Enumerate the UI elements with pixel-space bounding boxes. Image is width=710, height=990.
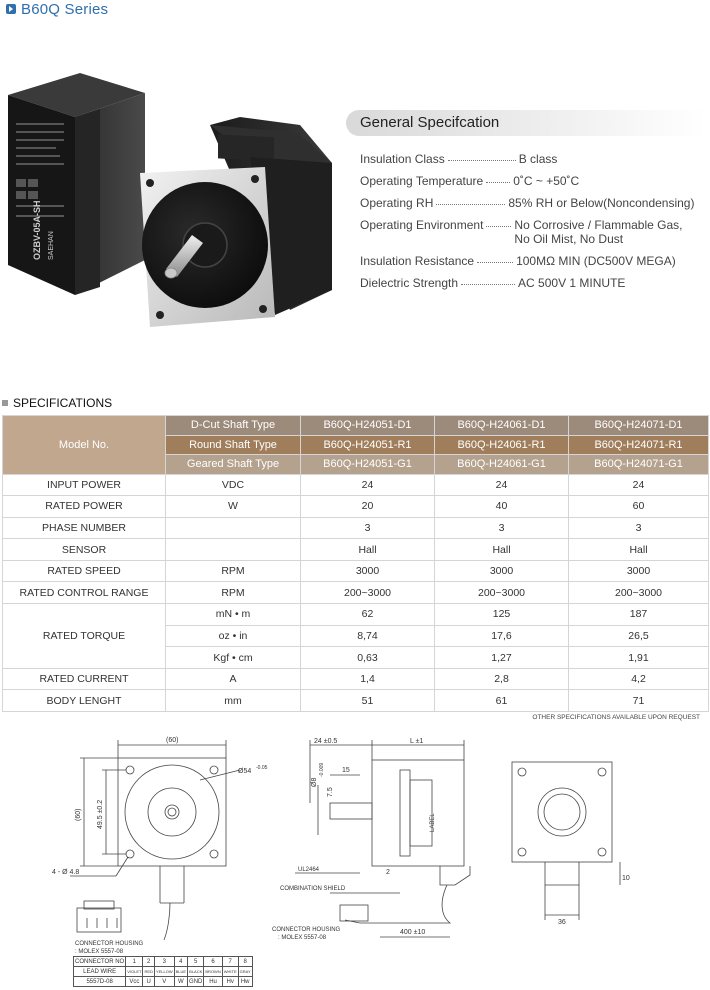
connector-housing-text: CONNECTOR HOUSING <box>272 927 341 933</box>
cell-value: Hall <box>435 539 569 561</box>
table-row <box>3 668 709 690</box>
dim-shaft-tolerance: -0.009 <box>319 762 325 777</box>
cell: Hw <box>238 977 252 987</box>
row-unit: mN • m <box>166 604 301 626</box>
row-unit: A <box>166 668 301 690</box>
table-row <box>3 690 709 712</box>
table-row <box>3 604 709 626</box>
cell: U <box>143 977 154 987</box>
pin-row <box>74 977 253 987</box>
specifications-header <box>2 396 112 410</box>
cell-value: 60 <box>569 496 709 518</box>
spec-value: B class <box>518 152 558 166</box>
model-code: B60Q-H24051-G1 <box>301 455 435 475</box>
cell: Hv <box>222 977 238 987</box>
cell-value: Hall <box>569 539 709 561</box>
dim-7-5: 7.5 <box>327 787 334 797</box>
model-code: B60Q-H24051-R1 <box>301 435 435 455</box>
model-code: B60Q-H24061-R1 <box>435 435 569 455</box>
cell: VIOLET <box>126 967 143 977</box>
motor-driver <box>8 73 145 295</box>
cell-value: Hall <box>301 539 435 561</box>
dim-shaft-length: 24 ±0.5 <box>314 738 338 745</box>
connector-housing-text: CONNECTOR HOUSING <box>75 941 144 947</box>
table-header-row <box>3 416 709 436</box>
row-unit: RPM <box>166 560 301 582</box>
row-label: RATED CURRENT <box>3 668 166 690</box>
dim-pilot-tolerance: -0.05 <box>256 765 268 771</box>
dim-pilot-diameter: Ø54 <box>238 768 252 775</box>
table-row <box>3 474 709 496</box>
general-spec-title-bar <box>346 110 706 136</box>
table-row <box>3 560 709 582</box>
spec-key: Insulation Resistance <box>360 254 475 268</box>
shield-text: COMBINATION SHIELD <box>280 886 346 892</box>
cell: 5557D-08 <box>74 977 126 987</box>
dimension-drawings <box>0 725 710 990</box>
spec-key: Dielectric Strength <box>360 276 459 290</box>
dim-hole-pitch: 49.5 ±0.2 <box>97 799 104 829</box>
table-row <box>3 517 709 539</box>
spec-key: Operating Environment <box>360 218 484 232</box>
general-spec-row <box>360 218 705 254</box>
cell: 5 <box>188 957 204 967</box>
general-spec-title: General Specifcation <box>360 114 500 131</box>
row-label: INPUT POWER <box>3 474 166 496</box>
cell-value: 2,8 <box>435 668 569 690</box>
table-row <box>3 496 709 518</box>
row-unit: W <box>166 496 301 518</box>
row-label: RATED TORQUE <box>3 604 166 669</box>
cell-value: 17,6 <box>435 625 569 647</box>
general-spec-row <box>360 254 705 276</box>
cell-value: 3 <box>569 517 709 539</box>
arrow-right-icon <box>6 4 16 14</box>
general-spec-row <box>360 276 705 298</box>
cell: BROWN <box>204 967 222 977</box>
cell: 2 <box>143 957 154 967</box>
row-label: BODY LENGHT <box>3 690 166 712</box>
row-unit: VDC <box>166 474 301 496</box>
cell-value: 3000 <box>569 560 709 582</box>
cell-value: 62 <box>301 604 435 626</box>
cell-value: 26,5 <box>569 625 709 647</box>
cell: LEAD WIRE <box>74 967 126 977</box>
cell: RED <box>143 967 154 977</box>
connector-drawing <box>77 901 121 932</box>
label-text: LABEL <box>430 813 436 832</box>
cell-value: 4,2 <box>569 668 709 690</box>
cell-value: 24 <box>301 474 435 496</box>
row-unit: mm <box>166 690 301 712</box>
cell: WHITE <box>222 967 238 977</box>
general-spec-row <box>360 174 705 196</box>
general-spec-row <box>360 196 705 218</box>
general-spec-list <box>360 152 705 298</box>
bldc-motor <box>140 117 332 327</box>
connector-housing-molex: : MOLEX 5557-08 <box>75 949 124 955</box>
cell: Vcc <box>126 977 143 987</box>
square-bullet-icon <box>2 400 8 406</box>
cell: 7 <box>222 957 238 967</box>
row-label: PHASE NUMBER <box>3 517 166 539</box>
dim-height: (60) <box>75 808 82 821</box>
row-unit <box>166 539 301 561</box>
row-unit: oz • in <box>166 625 301 647</box>
cell-value: 24 <box>569 474 709 496</box>
model-no-header: Model No. <box>3 416 166 475</box>
driver-model-label: OZBV-05A-SH <box>32 200 42 260</box>
spec-value: AC 500V 1 MINUTE <box>518 276 626 290</box>
model-code: B60Q-H24071-G1 <box>569 455 709 475</box>
dim-10: 10 <box>622 875 630 882</box>
table-row <box>3 539 709 561</box>
cell-value: 1,27 <box>435 647 569 669</box>
product-photo <box>0 55 345 355</box>
cell: 8 <box>238 957 252 967</box>
cell-value: 8,74 <box>301 625 435 647</box>
cell: YELLOW <box>154 967 174 977</box>
cell: 1 <box>126 957 143 967</box>
cell: GRAY <box>238 967 252 977</box>
cell: BLACK <box>188 967 204 977</box>
model-code: B60Q-H24061-D1 <box>435 416 569 436</box>
ul-text: UL2464 <box>298 867 320 873</box>
row-label: RATED SPEED <box>3 560 166 582</box>
spec-value: 100MΩ MIN (DC500V MEGA) <box>516 254 676 268</box>
cell-value: 200~3000 <box>569 582 709 604</box>
cell-value: 1,4 <box>301 668 435 690</box>
model-code: B60Q-H24061-G1 <box>435 455 569 475</box>
cell-value: 200~3000 <box>301 582 435 604</box>
cell: GND <box>189 978 203 985</box>
spec-key: Operating RH <box>360 196 434 210</box>
dim-2: 2 <box>386 869 390 876</box>
specifications-title: SPECIFICATIONS <box>13 396 113 410</box>
table-row <box>3 582 709 604</box>
shaft-type-label: Round Shaft Type <box>166 435 301 455</box>
cell: 6 <box>204 957 222 967</box>
row-unit: RPM <box>166 582 301 604</box>
general-spec-row <box>360 152 705 174</box>
cell-value: 3 <box>435 517 569 539</box>
row-label: RATED CONTROL RANGE <box>3 582 166 604</box>
connector-housing-molex: : MOLEX 5557-08 <box>278 935 327 941</box>
cell-value: 3000 <box>301 560 435 582</box>
row-unit: Kgf • cm <box>166 647 301 669</box>
footnote: OTHER SPECIFICATIONS AVAILABLE UPON REQUEST <box>532 714 700 721</box>
connector-no-row <box>74 957 253 967</box>
shaft-type-label: Geared Shaft Type <box>166 455 301 475</box>
row-label: RATED POWER <box>3 496 166 518</box>
spec-value: No Corrosive / Flammable Gas, No Oil Mist, No Dust <box>514 218 683 246</box>
cell-value: 40 <box>435 496 569 518</box>
cell-value: 3000 <box>435 560 569 582</box>
cell-value: 200~3000 <box>435 582 569 604</box>
cell: 4 <box>174 957 187 967</box>
cell-value: 0,63 <box>301 647 435 669</box>
cell-value: 71 <box>569 690 709 712</box>
lead-wire-row <box>74 967 253 977</box>
row-unit <box>166 517 301 539</box>
cell-value: 51 <box>301 690 435 712</box>
dim-mount-holes: 4 - Ø 4.8 <box>52 869 80 876</box>
dim-15: 15 <box>342 767 350 774</box>
spec-value: 85% RH or Below(Noncondensing) <box>508 196 695 210</box>
cell-value: 24 <box>435 474 569 496</box>
page-title: B60Q Series <box>21 0 109 18</box>
cell-value: 1,91 <box>569 647 709 669</box>
spec-key: Insulation Class <box>360 152 445 166</box>
dim-width: (60) <box>166 737 179 744</box>
cell-value: 3 <box>301 517 435 539</box>
dim-shaft-diameter: Ø8 <box>311 777 318 787</box>
cell: 3 <box>154 957 174 967</box>
cell-value: 125 <box>435 604 569 626</box>
dim-lead-length: 400 ±10 <box>400 929 426 936</box>
cell: Hu <box>204 977 222 987</box>
spec-value: 0˚C ~ +50˚C <box>513 174 580 188</box>
model-code: B60Q-H24051-D1 <box>301 416 435 436</box>
front-view-drawing <box>70 740 240 940</box>
model-code: B60Q-H24071-R1 <box>569 435 709 455</box>
cell: V <box>154 977 174 987</box>
dim-36: 36 <box>558 919 566 926</box>
specifications-table <box>2 415 709 712</box>
cell: CONNECTOR NO <box>75 958 125 965</box>
spec-key: Operating Temperature <box>360 174 484 188</box>
series-header <box>6 0 108 18</box>
dim-body-length: L ±1 <box>410 738 424 745</box>
cell-value: 61 <box>435 690 569 712</box>
connector-pin-table <box>73 956 253 987</box>
cell: BLUE <box>174 967 187 977</box>
row-label: SENSOR <box>3 539 166 561</box>
cell-value: 187 <box>569 604 709 626</box>
model-code: B60Q-H24071-D1 <box>569 416 709 436</box>
shaft-type-label: D-Cut Shaft Type <box>166 416 301 436</box>
cell-value: 20 <box>301 496 435 518</box>
driver-brand-label: SAEHAN <box>48 231 55 260</box>
rear-view-drawing <box>512 762 620 920</box>
cell: W <box>174 977 187 987</box>
